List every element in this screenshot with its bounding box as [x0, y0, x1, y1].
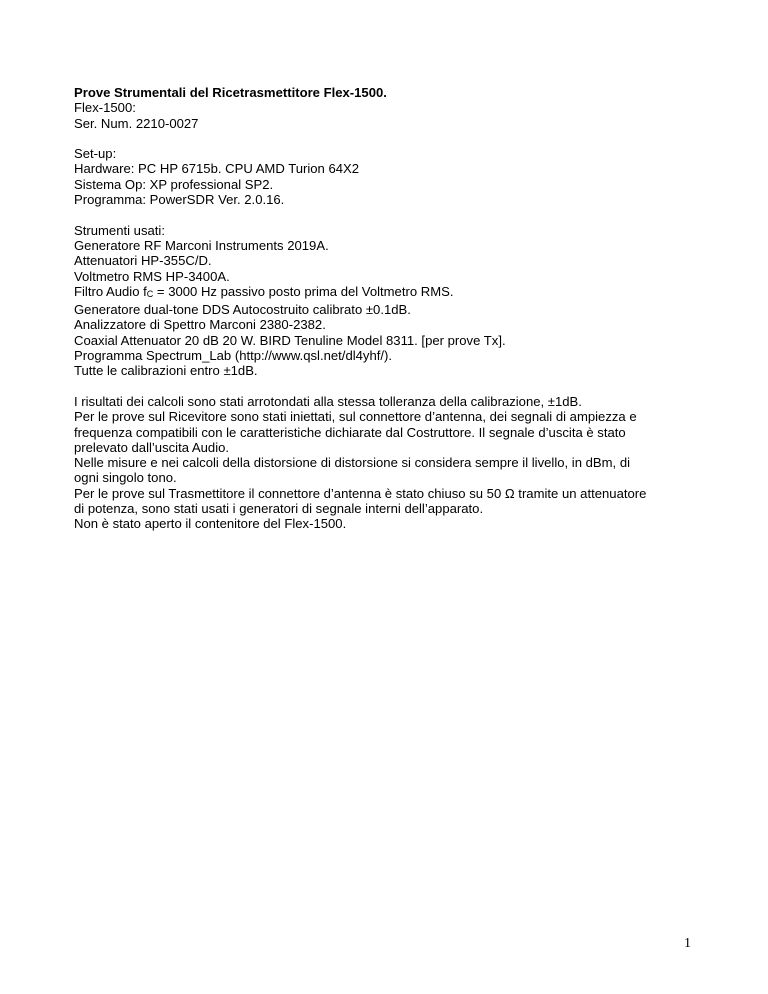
notes-line: ogni singolo tono. — [74, 470, 177, 486]
document-title: Prove Strumentali del Ricetrasmettitore Flex-1500. — [74, 85, 387, 100]
instrument-item: Coaxial Attenuator 20 dB 20 W. BIRD Tenuline Model 8311. [per prove Tx]. — [74, 332, 506, 348]
instrument-item: Tutte le calibrazioni entro ±1dB. — [74, 363, 258, 379]
notes-line: Per le prove sul Trasmettitore il connettore d’antenna è stato chiuso su 50 Ω tramite un attenuatore — [74, 485, 647, 501]
notes-line: frequenza compatibili con le caratteristiche dichiarate dal Costruttore. Il segnale d’uscita è stato — [74, 424, 626, 440]
document-body — [74, 85, 704, 532]
filter-prefix: Filtro Audio f — [74, 283, 147, 299]
instrument-item: Voltmetro RMS HP-3400A. — [74, 268, 230, 284]
notes-line: di potenza, sono stati usati i generatori di segnale interni dell’apparato. — [74, 501, 484, 517]
filter-suffix: = 3000 Hz passivo posto prima del Voltmetro RMS. — [153, 283, 454, 299]
instrument-item: Generatore dual-tone DDS Autocostruito calibrato ±0.1dB. — [74, 302, 411, 318]
notes-line: Nelle misure e nei calcoli della distorsione di distorsione si considera sempre il livello, in dBm, di — [74, 455, 631, 471]
instrument-item: Analizzatore di Spettro Marconi 2380-2382. — [74, 317, 326, 333]
setup-hardware: Hardware: PC HP 6715b. CPU AMD Turion 64X2 — [74, 161, 360, 177]
instruments-heading: Strumenti usati: — [74, 222, 165, 238]
notes-line: prelevato dall’uscita Audio. — [74, 439, 230, 455]
notes-line: Non è stato aperto il contenitore del Flex-1500. — [74, 516, 347, 532]
instrument-item: Generatore RF Marconi Instruments 2019A. — [74, 237, 329, 253]
setup-heading: Set-up: — [74, 146, 117, 162]
notes-line: I risultati dei calcoli sono stati arrotondati alla stessa tolleranza della calibrazione, ±1dB. — [74, 393, 582, 409]
filter-subscript: C — [146, 288, 154, 299]
spacer — [74, 207, 704, 222]
instrument-item-filter — [74, 284, 704, 302]
page-number: 1 — [684, 936, 691, 951]
notes-line: Per le prove sul Ricevitore sono stati iniettati, sul connettore d’antenna, dei segnali di ampiezza e — [74, 409, 637, 425]
spacer — [74, 131, 704, 146]
spacer — [74, 379, 704, 394]
instrument-item: Attenuatori HP-355C/D. — [74, 253, 212, 269]
serial-number: Ser. Num. 2210-0027 — [74, 115, 199, 131]
setup-os: Sistema Op: XP professional SP2. — [74, 176, 274, 192]
instrument-item: Programma Spectrum_Lab (http://www.qsl.net/dl4yhf/). — [74, 348, 393, 364]
setup-program: Programma: PowerSDR Ver. 2.0.16. — [74, 192, 285, 208]
device-model: Flex-1500: — [74, 100, 136, 116]
